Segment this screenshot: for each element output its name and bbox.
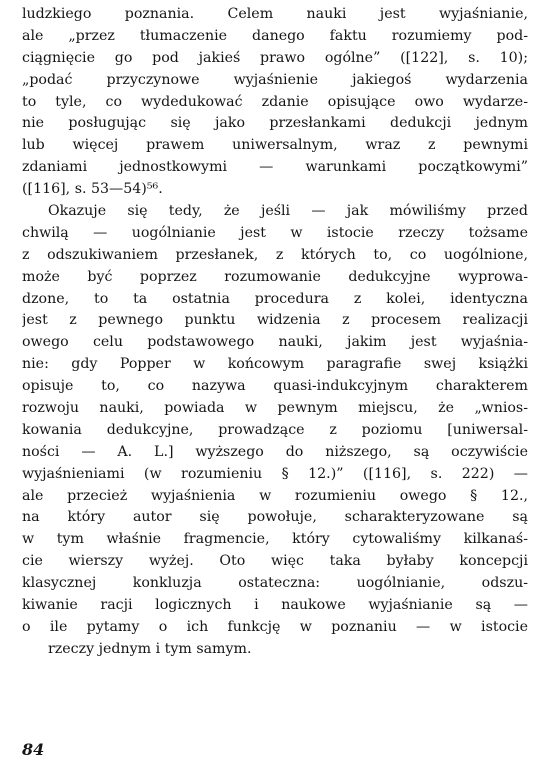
- text-line: z odszukiwaniem przesłanek, z których to, co uogólnione,: [22, 246, 528, 263]
- text-line: rozwoju nauki, powiada w pewnym miejscu, że „wnios-: [22, 400, 528, 417]
- text-line: ludzkiego poznania. Celem nauki jest wyjaśnianie,: [22, 6, 528, 22]
- text-line: jest z pewnego punktu widzenia z procesem realizacji: [22, 312, 528, 329]
- text-line: lub więcej prawem uniwersalnym, wraz z pewnymi: [22, 137, 528, 154]
- text-line: Okazuje się tedy, że jeśli — jak mówiliśmy przed: [48, 203, 528, 220]
- text-line: chwilą — uogólnianie jest w istocie rzeczy tożsame: [22, 224, 528, 241]
- text-line: cie wierszy wyżej. Oto więc taka byłaby koncepcji: [22, 553, 528, 570]
- text-line: na który autor się powołuje, scharakteryzowane są: [22, 509, 528, 526]
- text-line: ale przecież wyjaśnienia w rozumieniu owego § 12.,: [22, 487, 528, 504]
- text-line: ności — A. L.] wyższego do niższego, są oczywiście: [22, 443, 528, 460]
- text-line: rzeczy jednym i tym samym.: [48, 640, 252, 657]
- text-line: wyjaśnieniami (w rozumieniu § 12.)” ([116], s. 222) —: [22, 465, 528, 482]
- text-line: o ile pytamy o ich funkcję w poznaniu — w istocie: [22, 618, 528, 635]
- text-line: w tym właśnie fragmencie, który cytowaliśmy kilkanaś-: [22, 531, 528, 548]
- page-number: 84: [22, 740, 45, 759]
- text-line: owego celu podstawowego nauki, jakim jest wyjaśnia-: [22, 334, 528, 351]
- text-line: nie: gdy Popper w końcowym paragrafie swej książki: [22, 356, 528, 373]
- text-line: ([116], s. 53—54)⁵⁶.: [22, 181, 163, 198]
- paragraph-2: [22, 201, 528, 661]
- text-line: opisuje to, co nazywa quasi-indukcyjnym charakterem: [22, 378, 528, 395]
- text-line: kiwanie racji logicznych i naukowe wyjaśnianie są —: [22, 597, 528, 614]
- text-line: nie posługując się jako przesłankami dedukcji jednym: [22, 115, 528, 132]
- text-line: to tyle, co wydedukować zdanie opisujące owo wydarze-: [22, 93, 528, 110]
- document-page: [22, 4, 528, 661]
- paragraph-1: [22, 4, 528, 201]
- text-line: zdaniami jednostkowymi — warunkami początkowymi”: [22, 159, 528, 176]
- text-line: ciągnięcie go pod jakieś prawo ogólne” ([122], s. 10);: [22, 49, 528, 66]
- text-line: „podać przyczynowe wyjaśnienie jakiegoś wydarzenia: [22, 71, 528, 88]
- text-line: klasycznej konkluzja ostateczna: uogólnianie, odszu-: [22, 575, 528, 592]
- text-line: może być poprzez rozumowanie dedukcyjne wyprowa-: [22, 268, 528, 285]
- text-line: kowania dedukcyjne, prowadzące z poziomu [uniwersal-: [22, 421, 528, 438]
- text-line: ale „przez tłumaczenie danego faktu rozumiemy pod-: [22, 27, 528, 44]
- text-line: dzone, to ta ostatnia procedura z kolei, identyczna: [22, 290, 528, 307]
